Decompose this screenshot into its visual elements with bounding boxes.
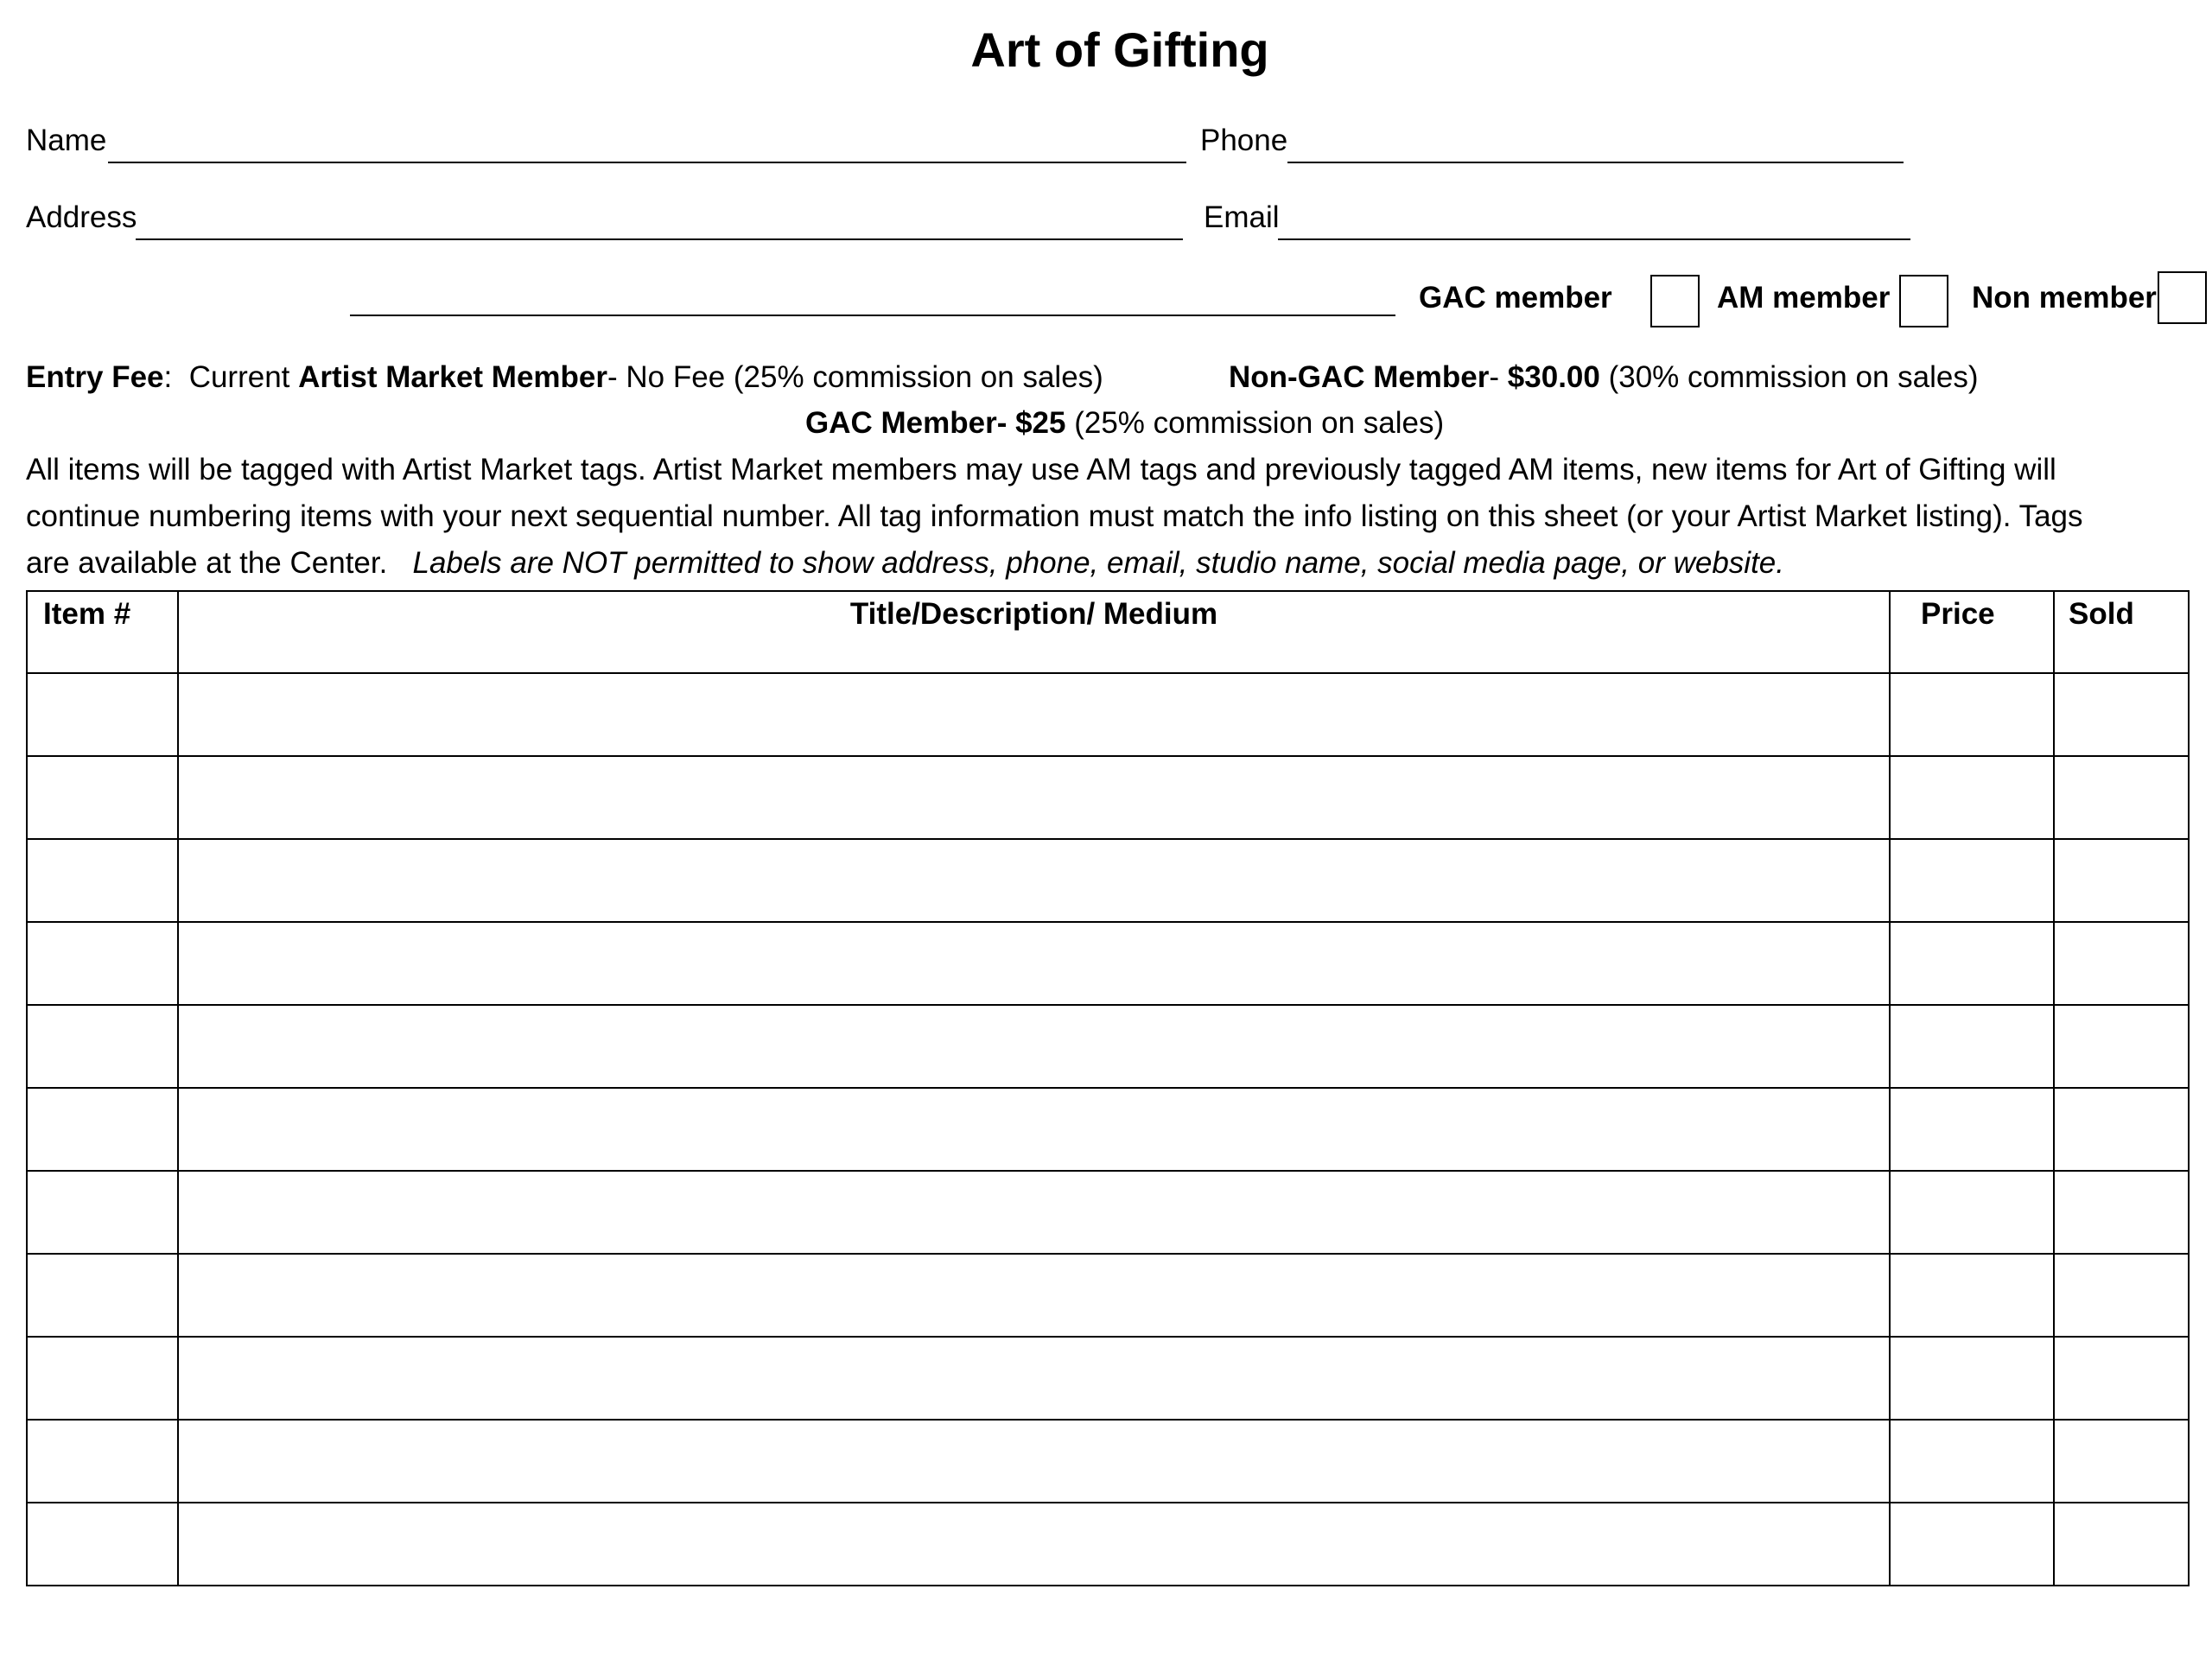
sold-cell[interactable] xyxy=(2054,756,2189,839)
item-number-cell[interactable] xyxy=(27,1171,178,1254)
price-cell[interactable] xyxy=(1890,673,2054,756)
entry-fee-colon: : xyxy=(163,360,173,394)
instructions-plain: are available at the Center. xyxy=(26,546,413,580)
name-label: Name xyxy=(26,124,107,157)
title-description-medium-cell[interactable] xyxy=(178,1088,1890,1171)
title-description-medium-cell[interactable] xyxy=(178,1171,1890,1254)
title-description-medium-cell[interactable] xyxy=(178,922,1890,1005)
item-number-cell[interactable] xyxy=(27,839,178,922)
form-title: Art of Gifting xyxy=(970,22,1269,77)
price-cell[interactable] xyxy=(1890,1503,2054,1586)
sold-cell[interactable] xyxy=(2054,1503,2189,1586)
price-cell[interactable] xyxy=(1890,1088,2054,1171)
table-header-row xyxy=(27,591,2189,673)
instructions-line-3 xyxy=(26,544,1784,582)
sold-cell[interactable] xyxy=(2054,1005,2189,1088)
column-header-title-description-medium: Title/Description/ Medium xyxy=(178,591,1890,673)
non-member-label: Non member xyxy=(1972,281,2157,315)
title-description-medium-cell[interactable] xyxy=(178,756,1890,839)
sold-cell[interactable] xyxy=(2054,922,2189,1005)
item-number-cell[interactable] xyxy=(27,1420,178,1503)
column-header-item-number: Item # xyxy=(27,591,178,673)
title-description-medium-cell[interactable] xyxy=(178,1503,1890,1586)
price-cell[interactable] xyxy=(1890,922,2054,1005)
address-line-2[interactable] xyxy=(350,315,1395,316)
current-prefix: Current xyxy=(188,360,299,394)
sold-cell[interactable] xyxy=(2054,1337,2189,1420)
table-row xyxy=(27,1171,2189,1254)
gac-member-label: GAC member xyxy=(1419,281,1612,315)
item-number-cell[interactable] xyxy=(27,673,178,756)
title-description-medium-cell[interactable] xyxy=(178,1005,1890,1088)
table-row xyxy=(27,1088,2189,1171)
title-description-medium-cell[interactable] xyxy=(178,673,1890,756)
non-gac-fee-line xyxy=(1229,359,1979,397)
artist-market-fee-detail: - No Fee (25% commission on sales) xyxy=(607,360,1103,394)
non-member-checkbox[interactable] xyxy=(2158,271,2207,324)
name-underline[interactable] xyxy=(108,162,1186,163)
gac-member-fee-label: GAC Member- $25 xyxy=(805,406,1066,440)
item-number-cell[interactable] xyxy=(27,1005,178,1088)
title-description-medium-cell[interactable] xyxy=(178,839,1890,922)
phone-label: Phone xyxy=(1200,124,1288,157)
instructions-line-2: continue numbering items with your next sequential number. All tag information must match the info listing on this sheet (or your Artist Market listing). Tags xyxy=(26,499,2083,533)
title-description-medium-cell[interactable] xyxy=(178,1337,1890,1420)
price-cell[interactable] xyxy=(1890,1254,2054,1337)
name-field[interactable] xyxy=(26,120,1186,163)
phone-field[interactable] xyxy=(1200,120,1904,163)
non-gac-price: $30.00 xyxy=(1507,360,1600,394)
item-number-cell[interactable] xyxy=(27,1503,178,1586)
address-label: Address xyxy=(26,200,137,234)
item-number-cell[interactable] xyxy=(27,922,178,1005)
item-number-cell[interactable] xyxy=(27,1088,178,1171)
items-table xyxy=(26,590,2190,1586)
column-header-sold: Sold xyxy=(2054,591,2189,673)
table-row xyxy=(27,756,2189,839)
non-gac-member-label: Non-GAC Member xyxy=(1229,360,1490,394)
email-label: Email xyxy=(1204,200,1280,234)
column-header-price: Price xyxy=(1890,591,2054,673)
gac-fee-line xyxy=(805,404,1444,442)
items-table-body xyxy=(27,673,2189,1586)
table-row xyxy=(27,1005,2189,1088)
table-row xyxy=(27,673,2189,756)
email-underline[interactable] xyxy=(1278,238,1910,240)
table-row xyxy=(27,922,2189,1005)
am-member-checkbox[interactable] xyxy=(1899,275,1948,327)
price-cell[interactable] xyxy=(1890,756,2054,839)
phone-underline[interactable] xyxy=(1287,162,1904,163)
item-number-cell[interactable] xyxy=(27,1337,178,1420)
table-row xyxy=(27,1337,2189,1420)
table-row xyxy=(27,1254,2189,1337)
table-row xyxy=(27,839,2189,922)
sold-cell[interactable] xyxy=(2054,1088,2189,1171)
address-underline[interactable] xyxy=(136,238,1183,240)
am-member-label: AM member xyxy=(1717,281,1891,315)
price-cell[interactable] xyxy=(1890,1420,2054,1503)
sold-cell[interactable] xyxy=(2054,839,2189,922)
table-row xyxy=(27,1420,2189,1503)
gac-fee-detail: (25% commission on sales) xyxy=(1065,406,1445,440)
address-field[interactable] xyxy=(26,197,1183,240)
entry-fee-label: Entry Fee xyxy=(26,360,164,394)
price-cell[interactable] xyxy=(1890,839,2054,922)
labels-restriction-note: Labels are NOT permitted to show address, phone, email, studio name, social media page, or website. xyxy=(412,546,1784,580)
instructions-line-1: All items will be tagged with Artist Market tags. Artist Market members may use AM tags and previously tagged AM items, new items for Art of Gifting will xyxy=(26,453,2056,486)
artist-market-member-label: Artist Market Member xyxy=(298,360,608,394)
sold-cell[interactable] xyxy=(2054,1254,2189,1337)
item-number-cell[interactable] xyxy=(27,756,178,839)
table-row xyxy=(27,1503,2189,1586)
price-cell[interactable] xyxy=(1890,1005,2054,1088)
entry-fee-line xyxy=(26,359,1103,397)
title-description-medium-cell[interactable] xyxy=(178,1420,1890,1503)
non-gac-fee-detail: (30% commission on sales) xyxy=(1599,360,1979,394)
sold-cell[interactable] xyxy=(2054,1420,2189,1503)
title-description-medium-cell[interactable] xyxy=(178,1254,1890,1337)
item-number-cell[interactable] xyxy=(27,1254,178,1337)
price-cell[interactable] xyxy=(1890,1337,2054,1420)
price-cell[interactable] xyxy=(1890,1171,2054,1254)
sold-cell[interactable] xyxy=(2054,673,2189,756)
non-gac-dash: - xyxy=(1489,360,1508,394)
gac-member-checkbox[interactable] xyxy=(1650,275,1700,327)
sold-cell[interactable] xyxy=(2054,1171,2189,1254)
email-field[interactable] xyxy=(1204,197,1910,240)
